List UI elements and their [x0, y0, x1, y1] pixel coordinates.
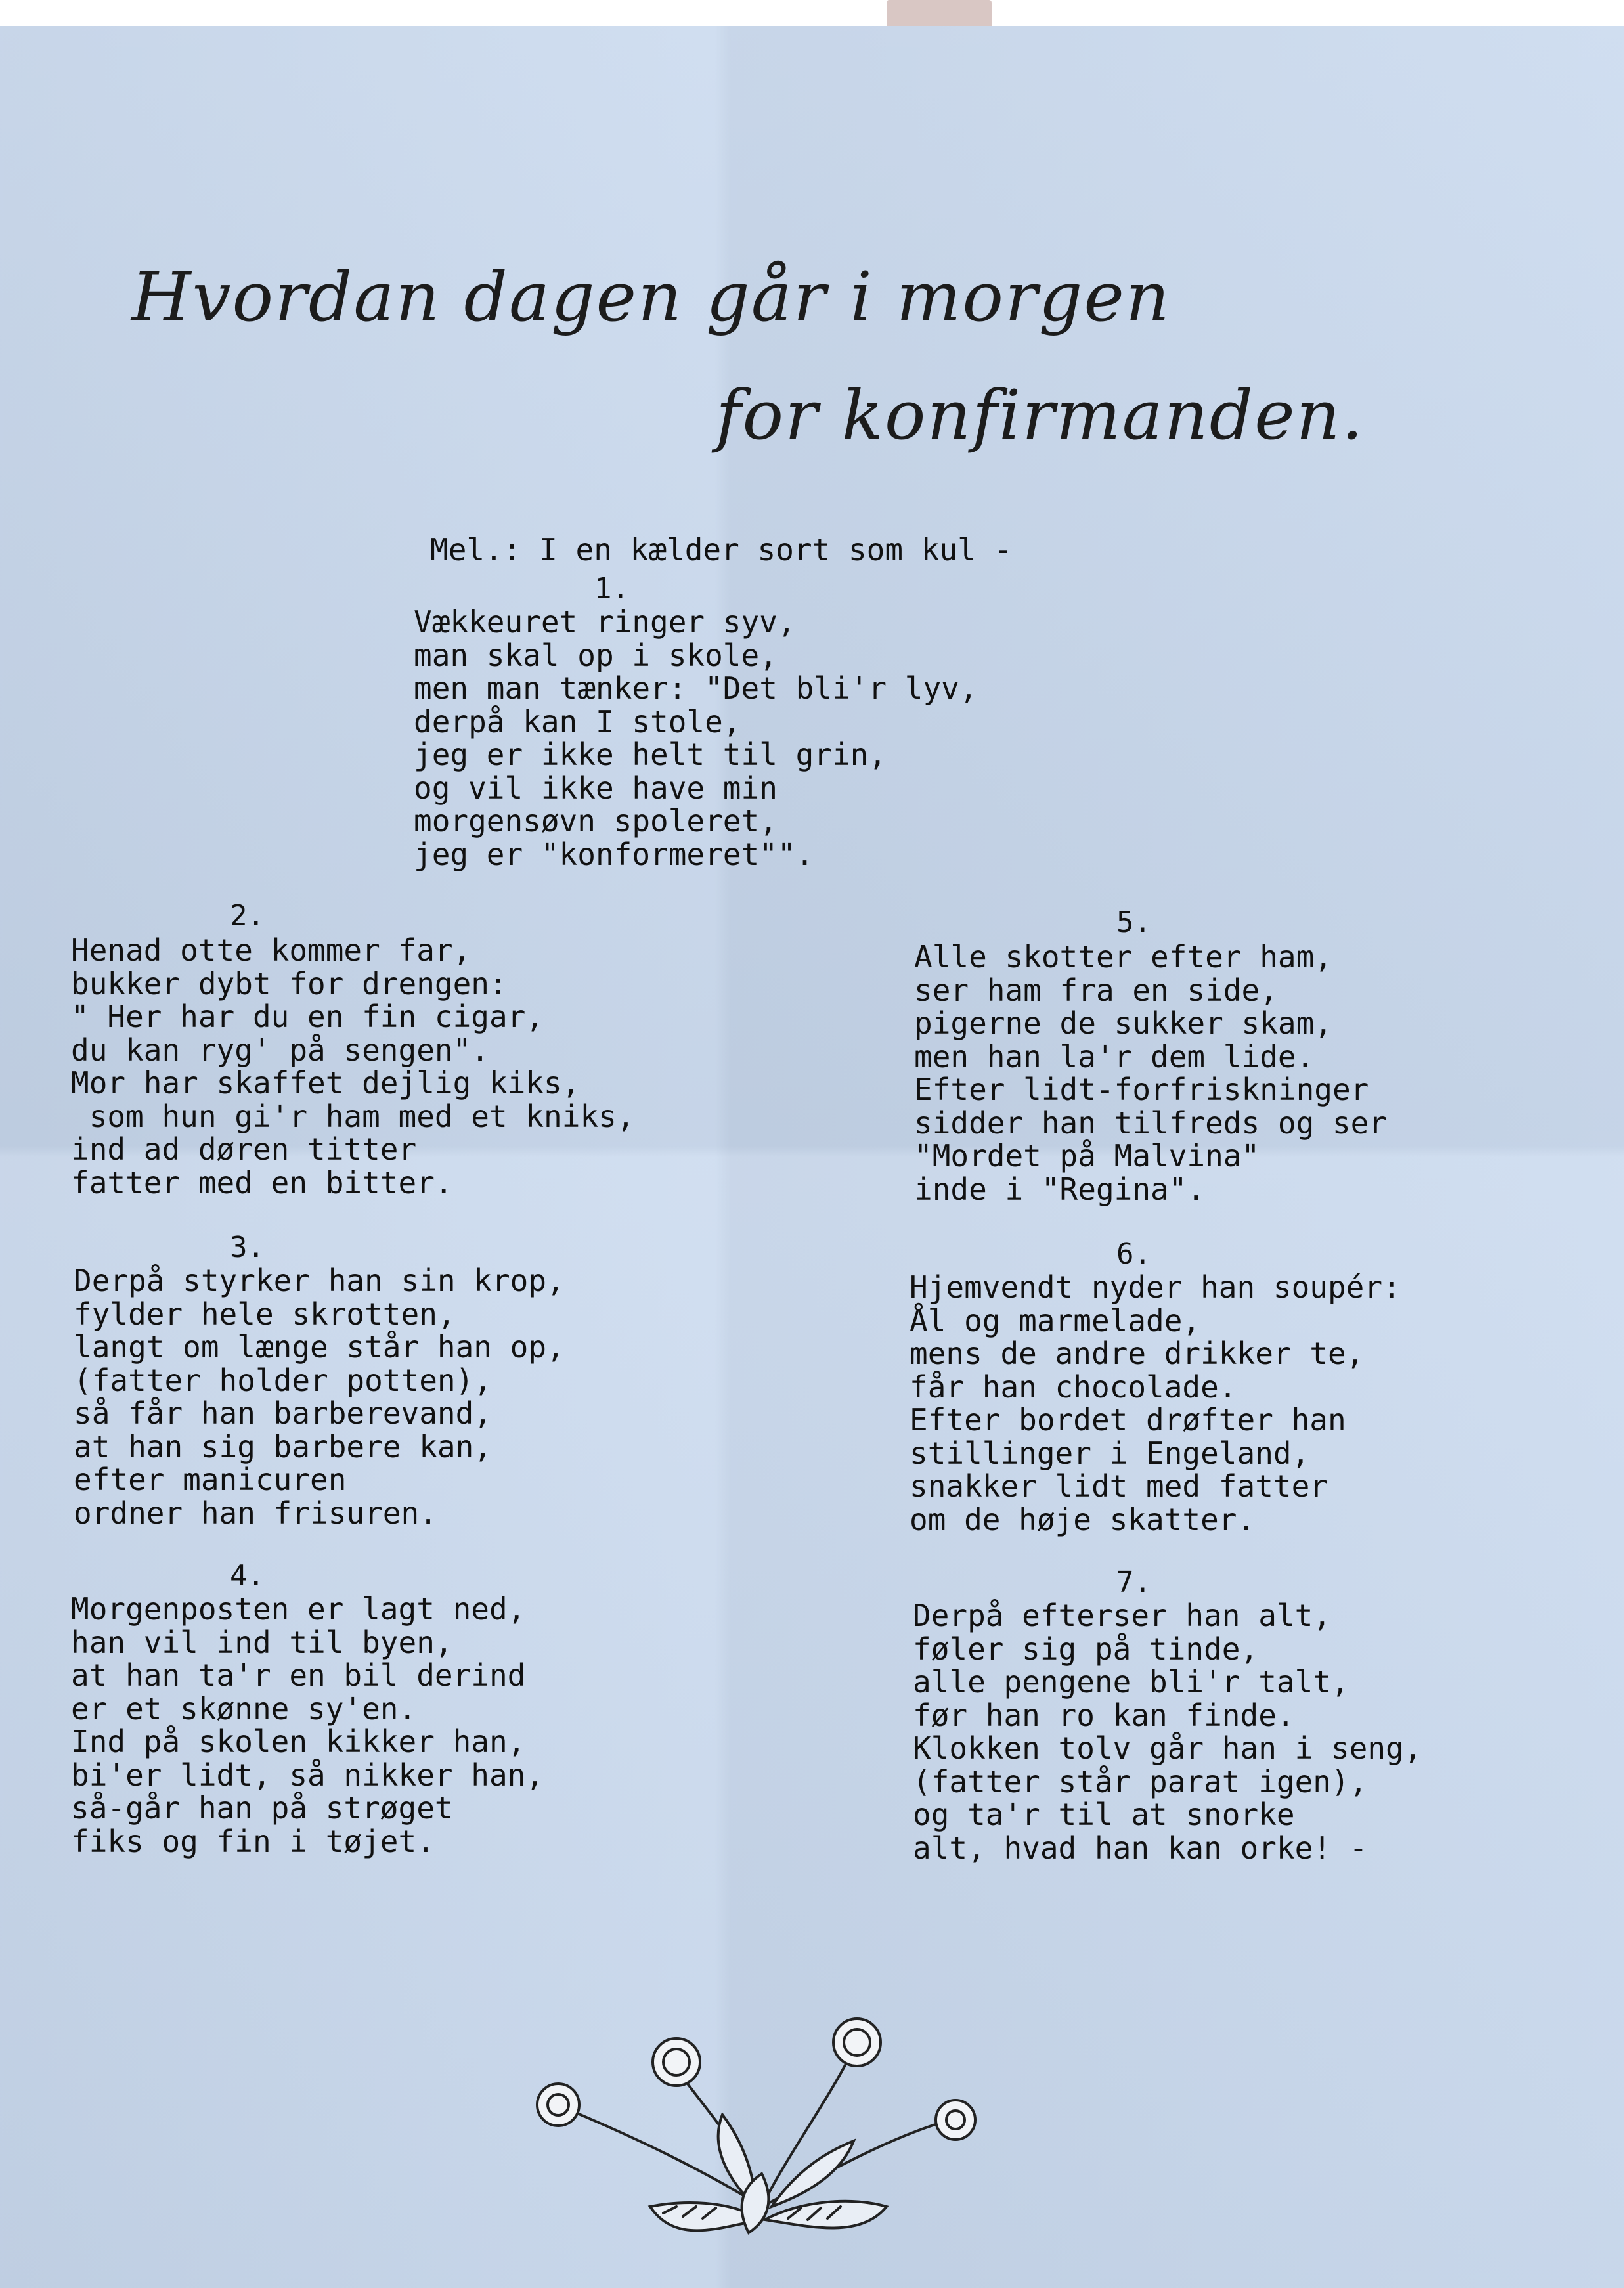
verse-2-text: Henad otte kommer far, bukker dybt for drengen: " Her har du en fin cigar, du kan ryg' på sengen". Mor har skaffet dejlig kiks, som hun gi'r ham med et kniks, ind ad døren titter fatter med en bitter.	[71, 933, 635, 1200]
verse-3-text: Derpå styrker han sin krop, fylder hele skrotten, langt om længe står han op, (fatter holder potten), så får han barberevand, at han sig barbere kan, efter manicuren ordner han frisuren.	[74, 1263, 565, 1531]
verse-6-number: 6.	[1116, 1237, 1151, 1271]
song-sheet	[0, 26, 1624, 2288]
verse-5-number: 5.	[1116, 906, 1151, 939]
verse-7-text: Derpå efterser han alt, føler sig på tinde, alle pengene bli'r talt, før han ro kan finde. Klokken tolv går han i seng, (fatter står parat igen), og ta'r til at snorke alt, hvad han kan orke! -	[913, 1598, 1422, 1866]
verse-6-text: Hjemvendt nyder han soupér: Ål og marmelade, mens de andre drikker te, får han chocolade. Efter bordet drøfter han stillinger i Engeland, snakker lidt med fatter om de høje skatter.	[910, 1269, 1401, 1537]
verse-1-text: Vækkeuret ringer syv, man skal op i skole, men man tænker: "Det bli'r lyv, derpå kan I stole, jeg er ikke helt til grin, og vil ikke have min morgensøvn spoleret, jeg er "konformeret"".	[414, 604, 978, 872]
verse-1-number: 1.	[594, 572, 629, 605]
verse-2-number: 2.	[230, 899, 265, 933]
verse-4-number: 4.	[230, 1559, 265, 1593]
title-line-2: for konfirmanden.	[716, 375, 1365, 455]
melody-line: Mel.: I en kælder sort som kul -	[430, 532, 1013, 567]
verse-3-number: 3.	[230, 1231, 265, 1264]
flower-bouquet-illustration	[512, 2010, 1011, 2246]
verse-4-text: Morgenposten er lagt ned, han vil ind til byen, at han ta'r en bil derind er et skønne sy'en. Ind på skolen kikker han, bi'er lidt, så nikker han, så-går han på strøget fiks og fin i tøjet.	[71, 1591, 544, 1859]
title-line-1: Hvordan dagen går i morgen	[131, 257, 1171, 337]
verse-5-text: Alle skotter efter ham, ser ham fra en side, pigerne de sukker skam, men han la'r dem lide. Efter lidt-forfriskninger sidder han tilfreds og ser "Mordet på Malvina" inde i "Regina".	[914, 939, 1388, 1207]
verse-7-number: 7.	[1116, 1566, 1151, 1599]
